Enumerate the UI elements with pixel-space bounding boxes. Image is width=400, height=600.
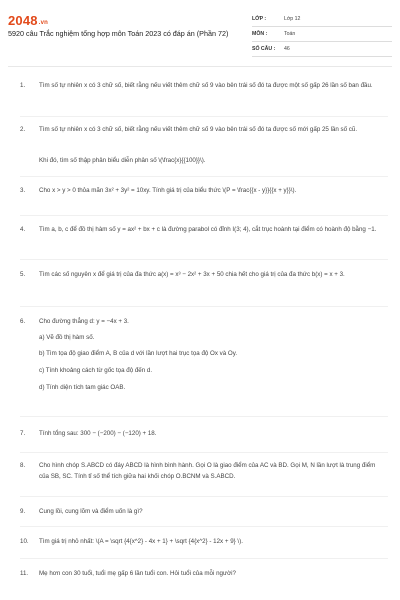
question-number: 11. bbox=[20, 570, 29, 577]
meta-row-class bbox=[252, 12, 392, 27]
meta-key: MÔN : bbox=[252, 31, 268, 37]
meta-table bbox=[252, 12, 392, 57]
question-number: 9. bbox=[20, 508, 26, 515]
question-text: Tìm số tự nhiên x có 3 chữ số, biết rằng nếu viết thêm chữ số 9 vào bên trái số đó ta được một số gấp 26 lần số ban đầu. bbox=[39, 82, 373, 89]
question-divider bbox=[20, 176, 388, 177]
question-number: 7. bbox=[20, 430, 26, 437]
meta-row-count bbox=[252, 42, 392, 57]
header bbox=[0, 0, 400, 62]
meta-key: SỐ CÂU : bbox=[252, 46, 276, 52]
question-subtext: Khi đó, tìm số thập phân biểu diễn phân số \(\frac{x}{{100}}\). bbox=[39, 157, 206, 164]
question-text: Cho x > y > 0 thỏa mãn 3x² + 3y² = 10xy. Tính giá trị của biểu thức \(P = \frac{{x - y}}{{x + y}}\). bbox=[39, 187, 297, 194]
question-number: 4. bbox=[20, 226, 26, 233]
question-text: Tìm a, b, c để đồ thị hàm số y = ax² + bx + c là đường parabol có đỉnh I(3; 4), cắt trục hoành tại điểm có hoành độ bằng −1. bbox=[39, 226, 377, 233]
meta-value: Toán bbox=[284, 31, 296, 37]
question-text: Mẹ hơn con 30 tuổi, tuổi mẹ gấp 6 lần tuổi con. Hỏi tuổi của mỗi người? bbox=[39, 570, 236, 577]
site-logo[interactable] bbox=[8, 13, 48, 28]
question-divider bbox=[20, 526, 388, 527]
logo-text: 2048 bbox=[8, 13, 38, 28]
question-text: Cho hình chóp S.ABCD có đáy ABCD là hình bình hành. Gọi O là giao điểm của AC và BD. Gọi M, N lần lượt là trung điểm của SB, SC. Tính tỉ số thể tích giữa hai khối chóp O.BCNM và S.ABCD. bbox=[39, 462, 376, 480]
question-text: Tìm các số nguyên x để giá trị của đa thức a(x) = x³ − 2x² + 3x + 50 chia hết cho giá trị của đa thức b(x) = x + 3. bbox=[39, 271, 345, 278]
question-divider bbox=[20, 452, 388, 453]
question-number: 3. bbox=[20, 187, 26, 194]
question-subtext: d) Tính diện tích tam giác OAB. bbox=[39, 384, 126, 391]
question-number: 5. bbox=[20, 271, 26, 278]
question-divider bbox=[20, 215, 388, 216]
question-text: Tính tổng sau: 300 − (−200) − (−120) + 18. bbox=[39, 430, 157, 437]
meta-row-subject bbox=[252, 27, 392, 42]
meta-value: Lớp 12 bbox=[284, 16, 301, 22]
question-divider bbox=[20, 496, 388, 497]
question-subtext: a) Vẽ đồ thị hàm số. bbox=[39, 334, 95, 341]
logo-suffix: .vn bbox=[38, 20, 49, 26]
question-number: 10. bbox=[20, 538, 29, 545]
question-text: Cho đường thẳng d: y = −4x + 3. bbox=[39, 318, 129, 325]
question-divider bbox=[20, 259, 388, 260]
meta-key: LỚP : bbox=[252, 16, 267, 22]
question-number: 1. bbox=[20, 82, 26, 89]
question-number: 6. bbox=[20, 318, 26, 325]
page-title: 5920 câu Trắc nghiệm tổng hợp môn Toán 2023 có đáp án (Phần 72) bbox=[8, 29, 229, 38]
question-divider bbox=[20, 306, 388, 307]
question-text: Cung lồi, cung lõm và điểm uốn là gì? bbox=[39, 508, 143, 515]
question-number: 8. bbox=[20, 462, 26, 469]
meta-value: 46 bbox=[284, 46, 290, 52]
question-subtext: b) Tìm tọa độ giao điểm A, B của d với lần lượt hai trục tọa độ Ox và Oy. bbox=[39, 350, 238, 357]
question-number: 2. bbox=[20, 126, 26, 133]
question-divider bbox=[20, 116, 388, 117]
question-subtext: c) Tính khoảng cách từ gốc tọa độ đến d. bbox=[39, 367, 153, 374]
question-divider bbox=[20, 416, 388, 417]
question-divider bbox=[20, 558, 388, 559]
question-text: Tìm số tự nhiên x có 3 chữ số, biết rằng nếu viết thêm chữ số 9 vào bên trái số đó ta được số mới gấp 25 lần số cũ. bbox=[39, 126, 358, 133]
header-divider bbox=[8, 66, 392, 67]
question-text: Tìm giá trị nhỏ nhất: \(A = \sqrt {4{x^2} - 4x + 1} + \sqrt {4{x^2} - 12x + 9} \). bbox=[39, 538, 243, 545]
